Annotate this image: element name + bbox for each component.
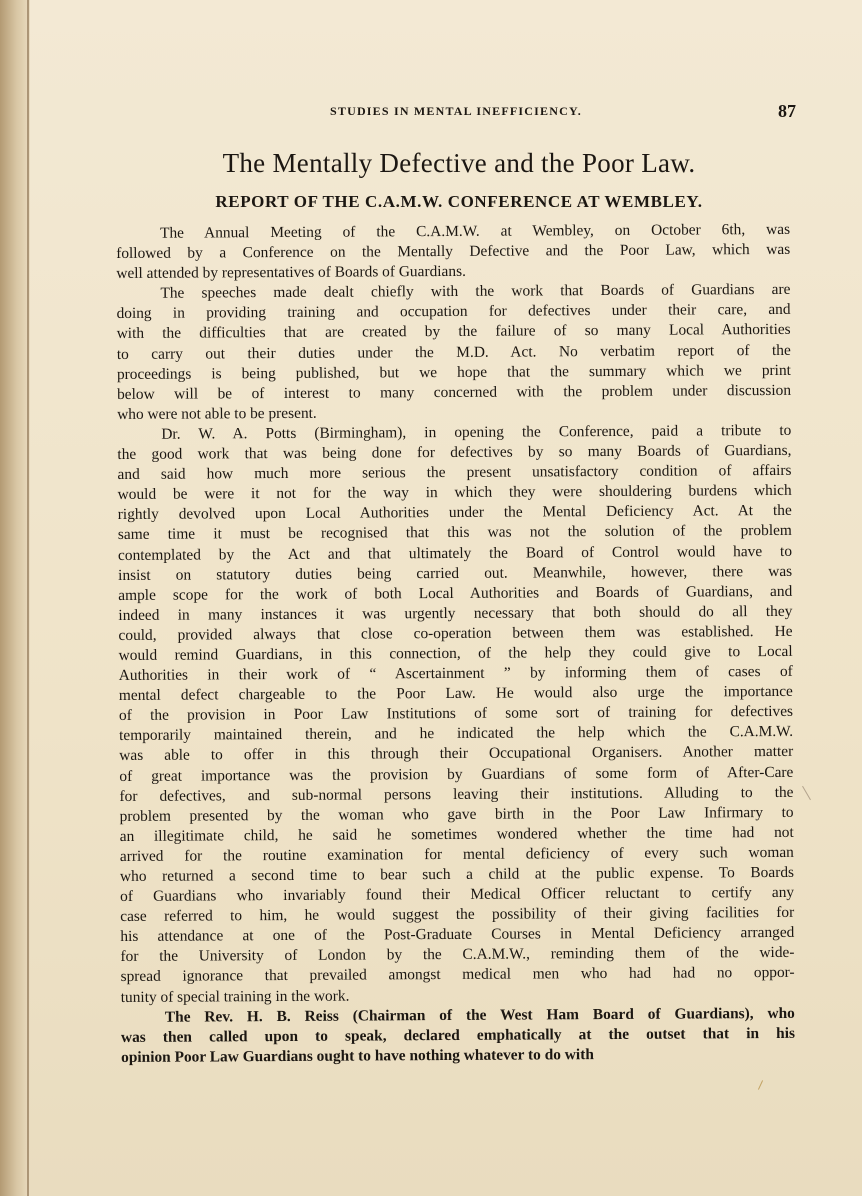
running-head-title: STUDIES IN MENTAL INEFFICIENCY. [330, 104, 582, 118]
text-line: arrived for the routine examination for mental deficiency of every such woman [119, 843, 794, 865]
text-line: insist on statutory duties being carried out. Meanwhile, however, there was [118, 562, 793, 584]
text-line: proceedings is being published, but we hope that the summary which we print [116, 361, 791, 383]
paragraph [116, 220, 790, 284]
text-line: of the provision in Poor Law Institutions of some sort of training for defectives [118, 703, 794, 725]
text-line: spread ignorance that prevailed amongst medical men who had had no oppor- [120, 964, 795, 986]
text-line: and said how much more serious the present unsatisfactory condition of affairs [117, 462, 792, 484]
text-line: below will be of interest to many concerned with the problem under discussion [116, 381, 792, 403]
paragraph [121, 1004, 795, 1068]
page-number: 87 [778, 101, 796, 121]
text-line: was then called upon to speak, declared emphatically at the outset that in his [120, 1024, 796, 1046]
text-line: tunity of special training in the work. [120, 987, 350, 1006]
text-line: ample scope for the work of both Local Authorities and Boards of Guardians, and [118, 582, 793, 604]
paragraph [117, 421, 795, 1008]
text-line: of great importance was the provision by Guardians of some form of After-Care [119, 763, 794, 785]
text-line: doing in providing training and occupation for defectives under their care, and [116, 301, 791, 323]
text-line: was able to offer in this through their Occupational Organisers. Another matter [119, 743, 794, 765]
paragraph [116, 280, 791, 425]
text-line: of Guardians who invariably found their Medical Officer reluctant to certify any [120, 883, 795, 906]
text-line: for the University of London by the C.A.M.W., reminding them of the wide- [120, 944, 795, 966]
text-line: mental defect chargeable to the Poor Law. He would also urge the importance [118, 683, 793, 705]
article-title: The Mentally Defective and the Poor Law. [222, 148, 696, 178]
text-line: same time it must be recognised that this was not the solution of the problem [117, 522, 792, 544]
text-line: an illegitimate child, he said he sometimes wondered whether the time had not [119, 823, 794, 845]
text-line: Authorities in their work of “ Ascertainment ” by informing them of cases of [118, 662, 793, 685]
text-line: who were not able to be present. [117, 404, 317, 423]
text-line: with the difficulties that are created by the failure of so many Local Authorities [116, 321, 791, 343]
text-line: Dr. W. A. Potts (Birmingham), in opening the Conference, paid a tribute to [161, 421, 792, 443]
text-line: problem presented by the woman who gave birth in the Poor Law Infirmary to [119, 803, 794, 825]
text-line: The Rev. H. B. Reiss (Chairman of the West Ham Board of Guardians), who [164, 1004, 795, 1026]
text-line: to carry out their duties under the M.D. Act. No verbatim report of the [116, 341, 791, 363]
text-line: his attendance at one of the Post-Graduate Courses in Mental Deficiency arranged [120, 924, 795, 946]
text-line: could, provided always that close co-operation between them was established. He [118, 622, 793, 644]
text-line: contemplated by the Act and that ultimately the Board of Control would have to [117, 542, 793, 564]
text-line: The Annual Meeting of the C.A.M.W. at Wembley, on October 6th, was [160, 220, 791, 242]
text-line: opinion Poor Law Guardians ought to have nothing whatever to do with [121, 1045, 594, 1066]
text-line: would remind Guardians, in this connection, of the help they could give to Local [118, 642, 793, 664]
article-body [116, 220, 795, 1068]
text-line: well attended by representatives of Boards of Guardians. [116, 263, 466, 283]
text-line: case referred to him, he would suggest the possibility of their giving facilities for [120, 904, 795, 926]
book-spine-shadow [0, 0, 30, 1196]
page-gutter-edge [27, 0, 29, 1196]
text-line: the good work that was being done for defectives by so many Boards of Guardians, [117, 441, 792, 464]
text-line: The speeches made dealt chiefly with the work that Boards of Guardians are [160, 281, 791, 303]
text-line: followed by a Conference on the Mentally Defective and the Poor Law, which was [116, 240, 791, 263]
text-line: temporarily maintained therein, and he indicated the help which the C.A.M.W. [119, 723, 794, 745]
text-line: would be were it not for the way in which they were shouldering burdens which [117, 482, 792, 504]
text-line: who returned a second time to bear such a child at the public expense. To Boards [119, 863, 795, 885]
running-head [118, 101, 800, 124]
text-line: rightly devolved upon Local Authorities under the Mental Deficiency Act. At the [117, 502, 792, 524]
text-line: indeed in many instances it was urgently necessary that both should do all they [118, 602, 793, 624]
text-line: for defectives, and sub-normal persons leaving their institutions. Alluding to the [119, 783, 794, 805]
article-subtitle: REPORT OF THE C.A.M.W. CONFERENCE AT WEMBLEY. [215, 192, 703, 211]
